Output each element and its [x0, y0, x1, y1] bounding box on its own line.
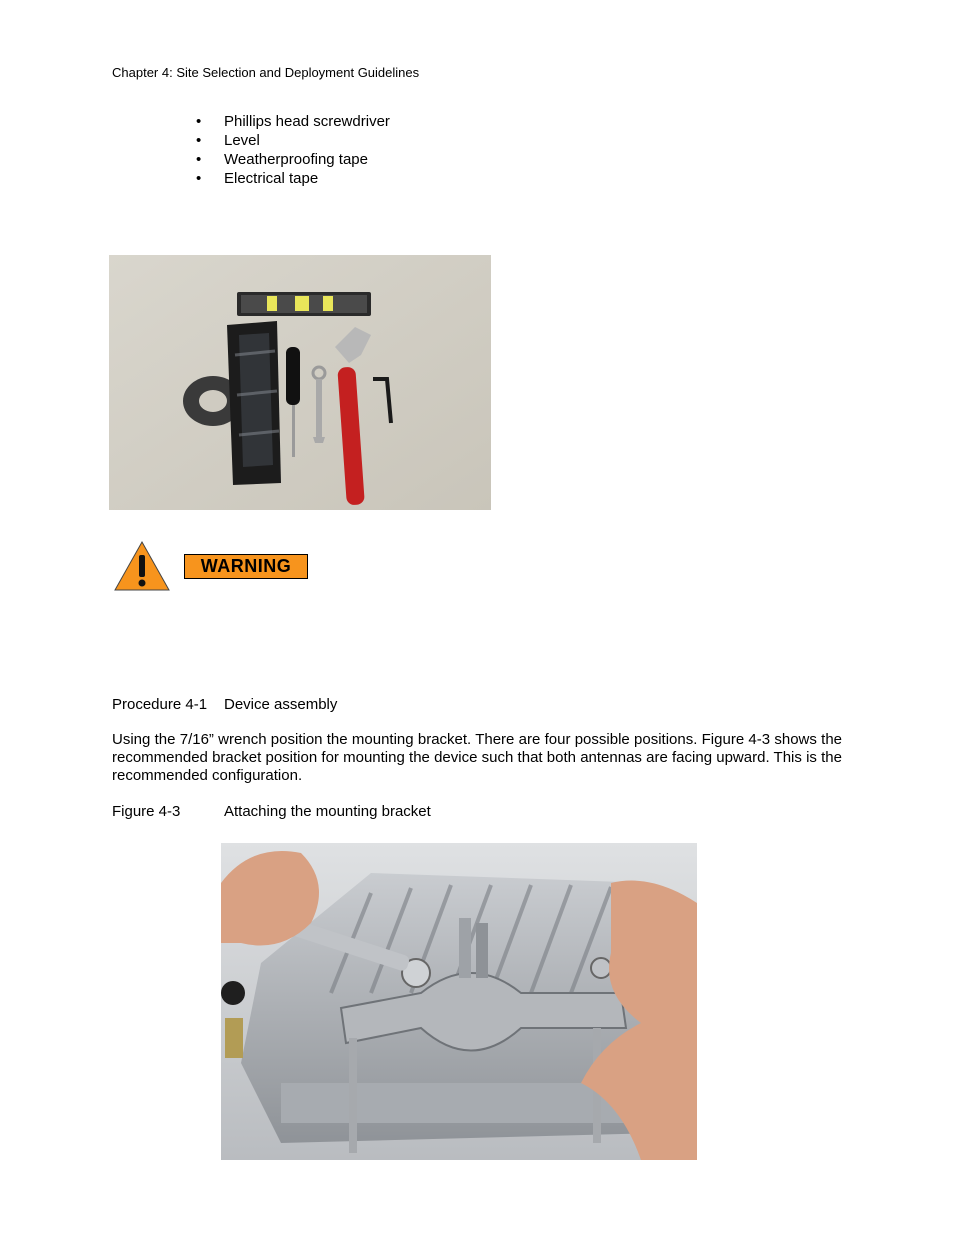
- warning-icon: [113, 540, 171, 592]
- warning-label: WARNING: [184, 554, 308, 579]
- procedure-number: Procedure 4-1: [112, 696, 208, 713]
- list-item: • Level: [196, 132, 260, 149]
- figure-title: Attaching the mounting bracket: [224, 803, 431, 820]
- weatherproofing-tape: [227, 321, 281, 485]
- figure-number: Figure 4-3: [112, 803, 181, 820]
- tools-photo: [109, 255, 491, 510]
- bracket-photo: [221, 843, 697, 1160]
- procedure-heading: [112, 696, 338, 713]
- figure-caption: [112, 803, 431, 820]
- list-item: • Weatherproofing tape: [196, 151, 368, 168]
- body-paragraph: Using the 7/16” wrench position the mounting bracket. There are four possible positions. Figure 4-3 shows the recommended bracket position for mounting the device such that both antennas are facing upward. This is the recommended configuration.: [112, 731, 842, 784]
- list-item: • Electrical tape: [196, 170, 319, 187]
- list-item: • Phillips head screwdriver: [196, 113, 390, 130]
- tools-list: [196, 112, 390, 188]
- procedure-title: Device assembly: [224, 696, 338, 713]
- level-tool: [237, 292, 371, 316]
- page-header: Chapter 4: Site Selection and Deployment Guidelines: [112, 65, 420, 80]
